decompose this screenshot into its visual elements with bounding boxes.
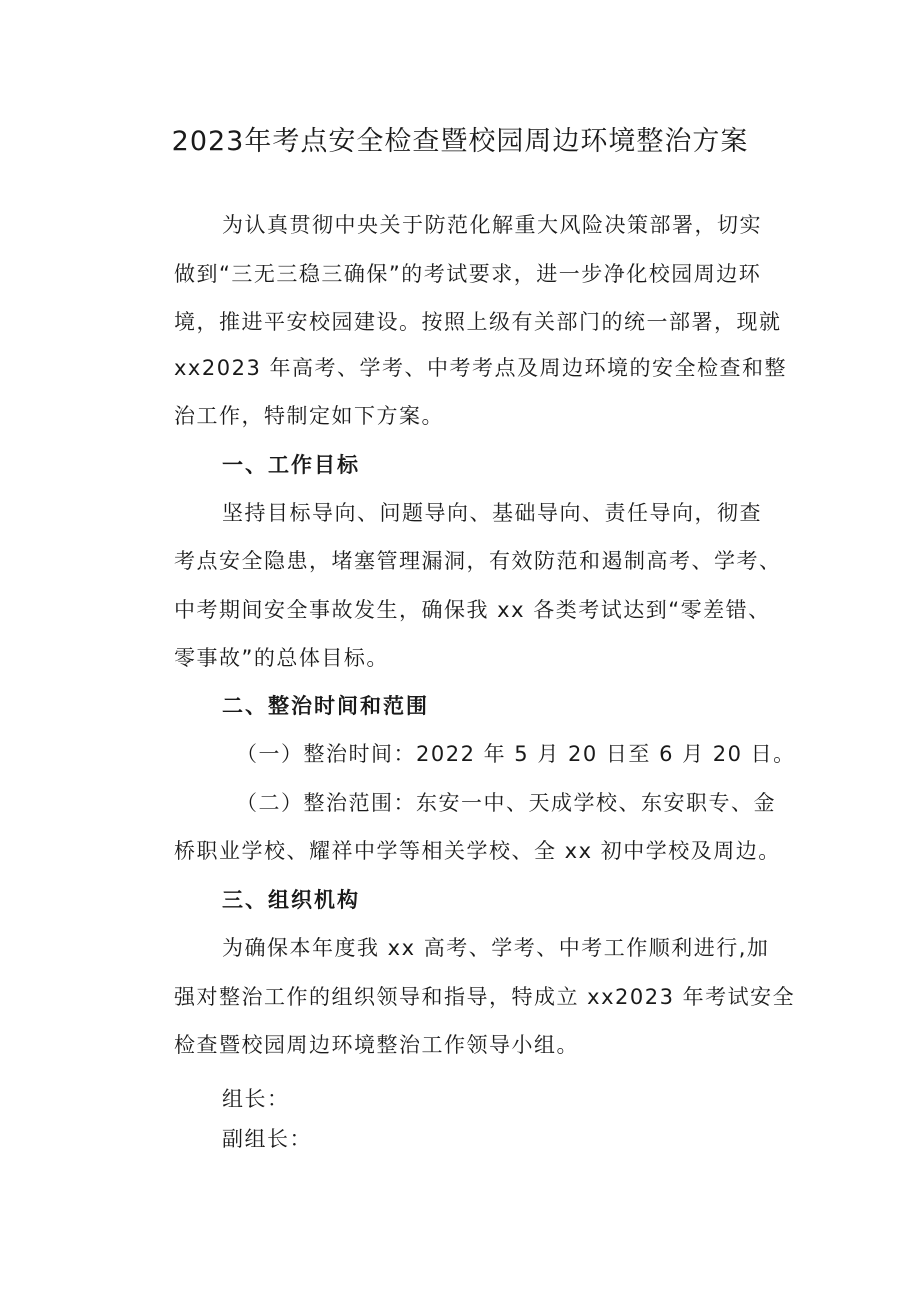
section3-heading: 三、组织机构: [222, 888, 360, 912]
deputy-leader-label: 副组长：: [222, 1127, 312, 1151]
intro-line-5: 治工作，特制定如下方案。: [174, 404, 444, 428]
section1-line-3: 中考期间安全事故发生，确保我 xx 各类考试达到“零差错、: [174, 598, 771, 622]
section3-line-1: 为确保本年度我 xx 高考、学考、中考工作顺利进行,加: [222, 936, 770, 960]
section1-line-1: 坚持目标导向、问题导向、基础导向、责任导向，彻查: [222, 501, 762, 525]
leader-label: 组长：: [222, 1087, 290, 1111]
intro-line-1: 为认真贯彻中央关于防范化解重大风险决策部署，切实: [222, 213, 762, 237]
section2-heading: 二、整治时间和范围: [222, 694, 429, 718]
document-title: 2023年考点安全检查暨校园周边环境整治方案: [171, 126, 749, 157]
section2-time-line: （一）整治时间：2022 年 5 月 20 日至 6 月 20 日。: [236, 742, 796, 766]
section3-line-3: 检查暨校园周边环境整治工作领导小组。: [174, 1033, 579, 1057]
section2-scope-line-2: 桥职业学校、耀祥中学等相关学校、全 xx 初中学校及周边。: [174, 839, 781, 863]
intro-line-3: 境，推进平安校园建设。按照上级有关部门的统一部署，现就: [174, 310, 782, 334]
section1-heading: 一、工作目标: [222, 453, 360, 477]
section1-line-2: 考点安全隐患，堵塞管理漏洞，有效防范和遏制高考、学考、: [174, 549, 782, 573]
section3-line-2: 强对整治工作的组织领导和指导，特成立 xx2023 年考试安全: [174, 985, 796, 1009]
intro-line-2: 做到“三无三稳三确保”的考试要求，进一步净化校园周边环: [174, 262, 762, 286]
intro-line-4: xx2023 年高考、学考、中考考点及周边环境的安全检查和整: [174, 356, 787, 380]
section1-line-4: 零事故”的总体目标。: [174, 646, 389, 670]
section2-scope-line-1: （二）整治范围：东安一中、天成学校、东安职专、金: [236, 791, 776, 815]
